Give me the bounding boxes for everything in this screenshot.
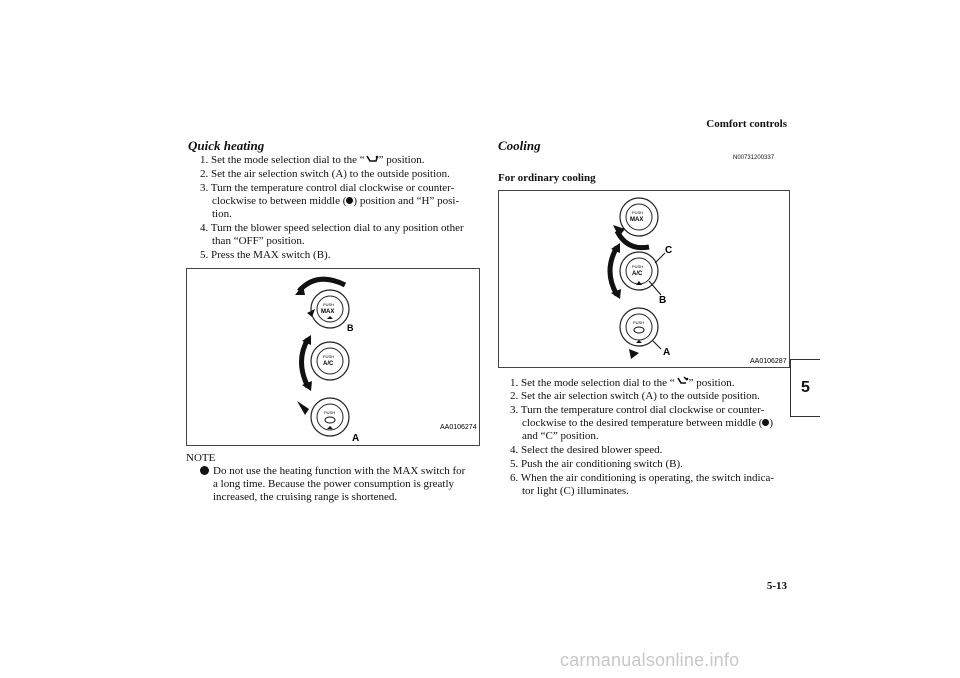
left-step-3-text-a: clockwise to between middle ( — [212, 195, 347, 207]
label-b-left: B — [347, 323, 354, 333]
note-line-2: a long time. Because the power consumption is greatly — [213, 478, 455, 490]
max-dial-right — [613, 198, 658, 248]
left-step-3-text-b: ) position and “H” posi- — [353, 195, 460, 207]
right-step-3-text-b: ) — [769, 417, 774, 429]
label-b-right: B — [659, 295, 667, 306]
svg-text:A/C: A/C — [632, 271, 643, 277]
air-dial — [297, 398, 349, 436]
right-step-5: 5. Push the air conditioning switch (B). — [510, 458, 683, 470]
note-heading: NOTE — [186, 452, 216, 464]
left-step-2: 2. Set the air selection switch (A) to the outside position. — [200, 168, 450, 180]
right-step-3-line1: 3. Turn the temperature control dial clockwise or counter- — [510, 404, 765, 416]
left-step-5: 5. Press the MAX switch (B). — [200, 249, 331, 261]
left-step-4-line2: than “OFF” position. — [212, 235, 305, 247]
right-step-2: 2. Set the air selection switch (A) to the outside position. — [510, 390, 760, 402]
section-title-cooling: Cooling — [498, 138, 541, 153]
left-step-1-text-a: 1. Set the mode selection dial to the “ — [200, 154, 365, 166]
note-line-1-text: Do not use the heating function with the MAX switch for — [213, 465, 466, 477]
max-btn-label: MAX — [321, 309, 335, 315]
figure-code-left: AA0106274 — [440, 424, 477, 431]
figure-quick-heating — [186, 268, 480, 446]
bullet-icon — [200, 466, 209, 475]
chapter-tab — [790, 359, 820, 417]
right-step-6-line1: 6. When the air conditioning is operating, the switch indica- — [510, 472, 775, 484]
mode-foot-icon — [365, 154, 379, 164]
svg-text:A/C: A/C — [323, 361, 334, 367]
left-step-1-text-b: ” position. — [378, 154, 425, 166]
left-step-3-line3: tion. — [212, 208, 232, 220]
subheading-ordinary-cooling: For ordinary cooling — [498, 172, 596, 184]
label-a-right: A — [663, 347, 671, 358]
ac-dial — [302, 335, 350, 391]
right-step-6-line2: tor light (C) illuminates. — [522, 485, 629, 497]
svg-text:PUSH: PUSH — [632, 210, 644, 215]
left-step-3-line1: 3. Turn the temperature control dial clockwise or counter- — [200, 182, 455, 194]
right-step-1-text-b: ” position. — [688, 377, 735, 389]
note-line-1 — [200, 465, 476, 478]
quick-heating-diagram — [187, 269, 479, 445]
cooling-diagram — [499, 191, 789, 367]
svg-text:PUSH: PUSH — [633, 320, 645, 325]
svg-text:PUSH: PUSH — [323, 354, 335, 359]
label-a-left: A — [352, 433, 360, 444]
ac-dial-right — [610, 243, 665, 299]
mode-vent-icon — [675, 376, 689, 387]
svg-text:MAX: MAX — [630, 217, 644, 223]
air-dial-right — [620, 308, 661, 359]
svg-text:PUSH: PUSH — [324, 410, 336, 415]
chapter-number: 5 — [801, 379, 810, 396]
page-number: 5-13 — [766, 580, 787, 592]
label-c-right: C — [665, 245, 673, 256]
watermark: carmanualsonline.info — [560, 650, 740, 670]
right-step-1-text-a: 1. Set the mode selection dial to the “ — [510, 377, 675, 389]
max-dial — [295, 279, 349, 328]
left-step-3-line2 — [212, 195, 476, 208]
max-btn-push: PUSH — [323, 302, 335, 307]
right-step-1 — [510, 376, 790, 390]
left-step-4-line1: 4. Turn the blower speed selection dial to any position other — [200, 222, 464, 234]
section-title-quick-heating: Quick heating — [188, 138, 265, 153]
ref-code: N00731200337 — [733, 155, 775, 161]
right-step-3-text-a: clockwise to the desired temperature between middle ( — [522, 417, 763, 429]
figure-code-right: AA0106287 — [750, 358, 787, 365]
right-step-4: 4. Select the desired blower speed. — [510, 444, 663, 456]
left-step-1 — [200, 154, 480, 167]
page-header-title: Comfort controls — [706, 118, 787, 130]
right-step-3-line3: and “C” position. — [522, 430, 599, 442]
figure-cooling — [498, 190, 790, 368]
note-line-3: increased, the cruising range is shortened. — [213, 491, 398, 503]
svg-text:PUSH: PUSH — [632, 264, 644, 269]
right-step-3-line2 — [522, 417, 788, 430]
